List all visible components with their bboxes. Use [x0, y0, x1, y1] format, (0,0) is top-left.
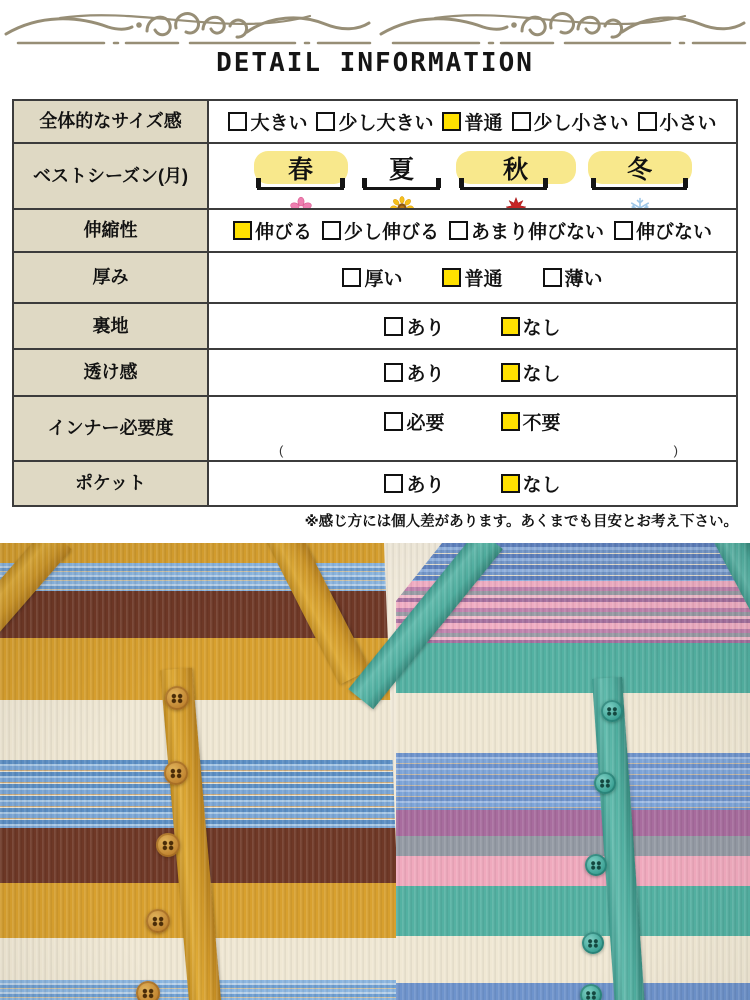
- option-label: 少し小さい: [533, 113, 629, 134]
- stripe: [396, 693, 750, 753]
- row-label-stretch: 伸縮性: [14, 208, 209, 251]
- season-bracket: [257, 177, 343, 190]
- checkbox-unchecked-icon: [638, 112, 657, 131]
- row-options-pocket: [209, 460, 736, 505]
- checkbox-unchecked-icon: [449, 221, 468, 240]
- inner-need-options: [384, 408, 560, 435]
- checkbox-unchecked-icon: [512, 112, 531, 131]
- row-label-best-season: ベストシーズン(月): [14, 142, 209, 208]
- stripe: [0, 700, 402, 760]
- option-label: 大きい: [250, 113, 308, 134]
- knit-button-icon: [601, 700, 623, 722]
- checkbox-unchecked-icon: [322, 221, 341, 240]
- stripe: [396, 836, 750, 856]
- option: [316, 108, 433, 135]
- disclaimer-note: ※感じ方には個人差があります。あくまでも目安とお考え下さい。: [304, 514, 738, 530]
- option-label: あり: [406, 364, 445, 385]
- row-label-inner-need: インナー必要度: [14, 395, 209, 460]
- checkbox-checked-icon: [233, 221, 252, 240]
- option-label: 伸びる: [254, 222, 312, 243]
- product-photo: [0, 543, 750, 1000]
- checkbox-unchecked-icon: [543, 268, 562, 287]
- option-label: なし: [522, 317, 561, 339]
- spec-table: [12, 99, 738, 507]
- row-options-lining: [209, 302, 736, 348]
- row-options-overall-size: [209, 101, 736, 142]
- option: [543, 264, 603, 291]
- knit-button-icon: [585, 854, 607, 876]
- option: [449, 217, 604, 244]
- row-options-sheerness: [209, 348, 736, 395]
- paren-open: (: [279, 443, 284, 458]
- option-label: 不要: [522, 413, 561, 434]
- stripe: [0, 563, 402, 591]
- checkbox-checked-icon: [501, 474, 520, 493]
- row-best-season: [209, 142, 736, 208]
- option: [442, 264, 502, 291]
- option-label: あり: [406, 317, 445, 339]
- knit-button-icon: [594, 772, 616, 794]
- knit-button-icon: [580, 984, 602, 1000]
- row-options-inner-need: [209, 395, 736, 460]
- row-label-lining: 裏地: [14, 302, 209, 348]
- row-options-thickness: [209, 251, 736, 302]
- checkbox-checked-icon: [501, 363, 520, 382]
- season-bracket: [460, 177, 546, 190]
- option-label: 普通: [464, 113, 503, 134]
- season-highlight: 秋: [456, 151, 576, 184]
- knit-button-icon: [146, 909, 170, 933]
- option-label: 少し大きい: [338, 113, 434, 134]
- option-label: 必要: [406, 413, 445, 434]
- stripe: [396, 753, 750, 810]
- option: [501, 359, 561, 386]
- option-label: 薄い: [564, 269, 603, 290]
- option: [501, 408, 561, 435]
- knit-button-icon: [164, 761, 188, 785]
- season-bracket: [592, 177, 688, 190]
- checkbox-checked-icon: [501, 412, 520, 431]
- option-label: あり: [406, 475, 445, 496]
- option: [501, 470, 561, 497]
- option-label: なし: [522, 475, 561, 496]
- knit-button-icon: [165, 686, 189, 710]
- checkbox-unchecked-icon: [228, 112, 247, 131]
- paren-close: ): [673, 443, 678, 458]
- checkbox-checked-icon: [442, 112, 461, 131]
- checkbox-unchecked-icon: [384, 474, 403, 493]
- option-label: なし: [522, 364, 561, 385]
- option: [442, 108, 502, 135]
- option: [384, 470, 444, 497]
- option-label: 小さい: [659, 113, 717, 134]
- checkbox-checked-icon: [442, 268, 461, 287]
- season-highlight: 冬: [588, 151, 692, 184]
- season-highlight: 春: [254, 151, 348, 184]
- option-label: 少し伸びる: [343, 222, 439, 243]
- option: [501, 313, 561, 340]
- row-label-overall-size: 全体的なサイズ感: [14, 101, 209, 142]
- stripe: [396, 936, 750, 983]
- stripe: [396, 886, 750, 936]
- row-label-sheerness: 透け感: [14, 348, 209, 395]
- checkbox-checked-icon: [501, 317, 520, 336]
- row-label-thickness: 厚み: [14, 251, 209, 302]
- inner-need-note-parens: [209, 443, 736, 459]
- checkbox-unchecked-icon: [316, 112, 335, 131]
- checkbox-unchecked-icon: [614, 221, 633, 240]
- season-no-highlight: 夏: [388, 155, 414, 184]
- option-label: 伸びない: [636, 222, 713, 243]
- option: [384, 313, 444, 340]
- checkbox-unchecked-icon: [342, 268, 361, 287]
- season-bracket: [363, 177, 440, 190]
- knit-button-icon: [156, 833, 180, 857]
- knit-button-icon: [582, 932, 604, 954]
- option: [342, 264, 402, 291]
- stripe: [396, 856, 750, 886]
- decorative-flourish-border: [0, 2, 750, 52]
- option-label: 厚い: [364, 269, 403, 290]
- knit-button-icon: [136, 981, 160, 1000]
- option: [638, 108, 717, 135]
- option: [614, 217, 712, 244]
- page-title: DETAIL INFORMATION: [216, 48, 534, 78]
- checkbox-unchecked-icon: [384, 317, 403, 336]
- row-options-stretch: [209, 208, 736, 251]
- option: [384, 359, 444, 386]
- option-label: 普通: [464, 269, 503, 290]
- option: [233, 217, 312, 244]
- row-label-pocket: ポケット: [14, 460, 209, 505]
- stripe: [396, 643, 750, 693]
- option: [228, 108, 307, 135]
- option-label: あまり伸びない: [471, 222, 605, 243]
- option: [322, 217, 439, 244]
- stripe: [396, 983, 750, 1000]
- option: [384, 408, 444, 435]
- stripe: [396, 810, 750, 836]
- checkbox-unchecked-icon: [384, 363, 403, 382]
- checkbox-unchecked-icon: [384, 412, 403, 431]
- option: [512, 108, 629, 135]
